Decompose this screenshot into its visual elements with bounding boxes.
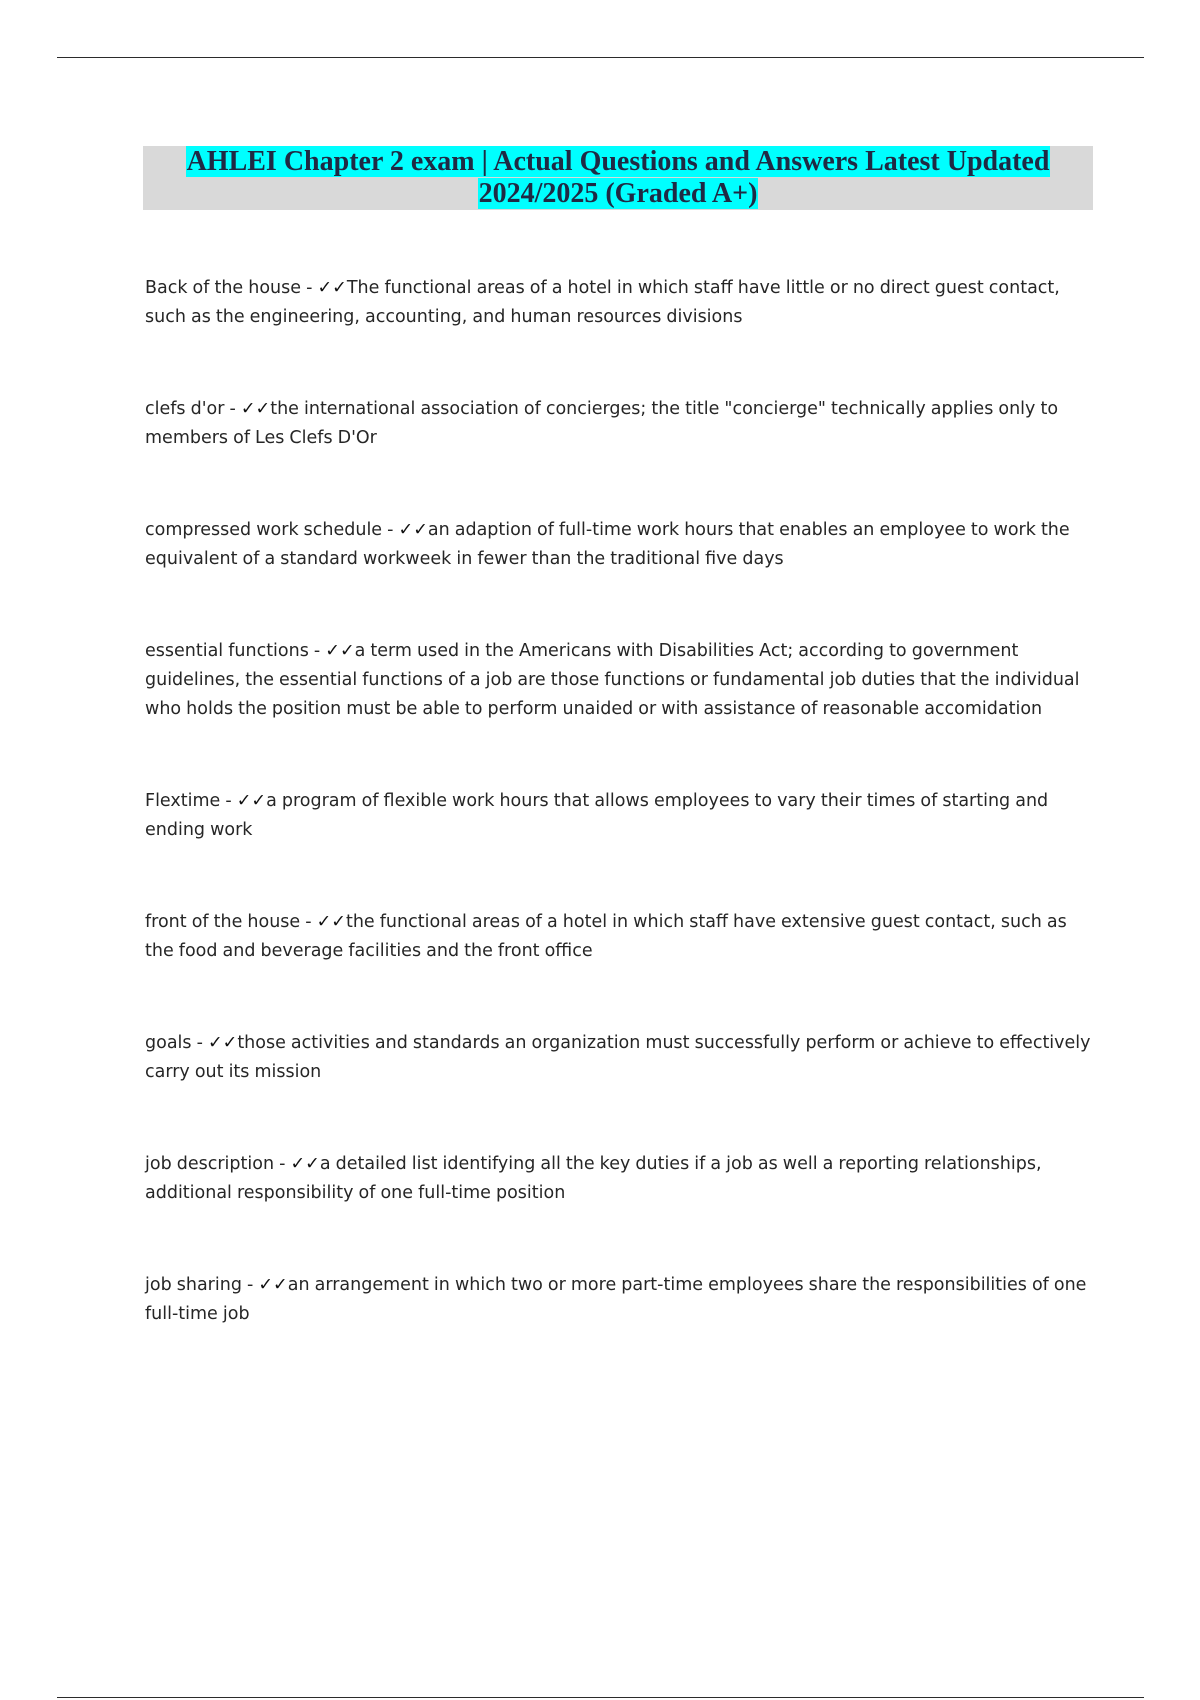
glossary-entry bbox=[145, 787, 1095, 845]
checkmark-icon: ✓✓ bbox=[207, 1033, 238, 1053]
glossary-term: Flextime - bbox=[145, 791, 237, 811]
glossary-entry bbox=[145, 1029, 1095, 1087]
glossary-term: compressed work schedule - bbox=[145, 520, 399, 540]
checkmark-icon: ✓✓ bbox=[290, 1154, 320, 1174]
page-title-line-2: 2024/2025 (Graded A+) bbox=[478, 178, 758, 209]
checkmark-icon: ✓✓ bbox=[316, 912, 346, 932]
header-rule bbox=[57, 57, 1144, 58]
glossary-list bbox=[145, 274, 1095, 1392]
glossary-definition: a program of flexible work hours that allows employees to vary their times of starting and ending work bbox=[145, 791, 1049, 840]
glossary-definition: a term used in the Americans with Disabilities Act; according to government guidelines, the essential functions of a job are those functions or fundamental job duties that the individual who holds the position must be able to perform unaided or with assistance of reasonable accomidation bbox=[145, 641, 1080, 719]
title-banner bbox=[143, 146, 1093, 210]
glossary-definition: an arrangement in which two or more part-time employees share the responsibilities of one full-time job bbox=[145, 1275, 1087, 1324]
page-title-line-1: AHLEI Chapter 2 exam | Actual Questions and Answers Latest Updated bbox=[186, 146, 1050, 177]
glossary-term: job description - bbox=[145, 1154, 291, 1174]
glossary-entry bbox=[145, 908, 1095, 966]
glossary-entry bbox=[145, 274, 1095, 332]
glossary-definition: The functional areas of a hotel in which staff have little or no direct guest contact, such as the engineering, accounting, and human resources divisions bbox=[145, 278, 1060, 327]
glossary-entry bbox=[145, 1271, 1095, 1329]
glossary-term: Back of the house - bbox=[145, 278, 318, 298]
checkmark-icon: ✓✓ bbox=[325, 641, 355, 661]
checkmark-icon: ✓✓ bbox=[258, 1275, 288, 1295]
glossary-definition: the international association of concierges; the title "concierge" technically applies only to members of Les Clefs D'Or bbox=[145, 399, 1059, 448]
checkmark-icon: ✓✓ bbox=[236, 791, 267, 811]
checkmark-icon: ✓✓ bbox=[398, 520, 428, 540]
glossary-term: clefs d'or - bbox=[145, 399, 241, 419]
footer-rule bbox=[57, 1697, 1144, 1698]
glossary-definition: those activities and standards an organization must successfully perform or achieve to effectively carry out its mission bbox=[145, 1033, 1091, 1082]
checkmark-icon: ✓✓ bbox=[240, 399, 271, 419]
glossary-entry bbox=[145, 637, 1095, 724]
glossary-definition: an adaption of full-time work hours that enables an employee to work the equivalent of a standard workweek in fewer than the traditional five days bbox=[145, 520, 1070, 569]
page-title bbox=[186, 146, 1051, 210]
glossary-term: essential functions - bbox=[145, 641, 325, 661]
checkmark-icon: ✓✓ bbox=[317, 278, 347, 298]
glossary-term: job sharing - bbox=[145, 1275, 258, 1295]
glossary-entry bbox=[145, 1150, 1095, 1208]
glossary-term: front of the house - bbox=[145, 912, 317, 932]
glossary-definition: a detailed list identifying all the key duties if a job as well a reporting relationships, additional responsibility of one full-time position bbox=[145, 1154, 1042, 1203]
glossary-entry bbox=[145, 516, 1095, 574]
glossary-definition: the functional areas of a hotel in which staff have extensive guest contact, such as the food and beverage facilities and the front office bbox=[145, 912, 1067, 961]
glossary-term: goals - bbox=[145, 1033, 208, 1053]
glossary-entry bbox=[145, 395, 1095, 453]
